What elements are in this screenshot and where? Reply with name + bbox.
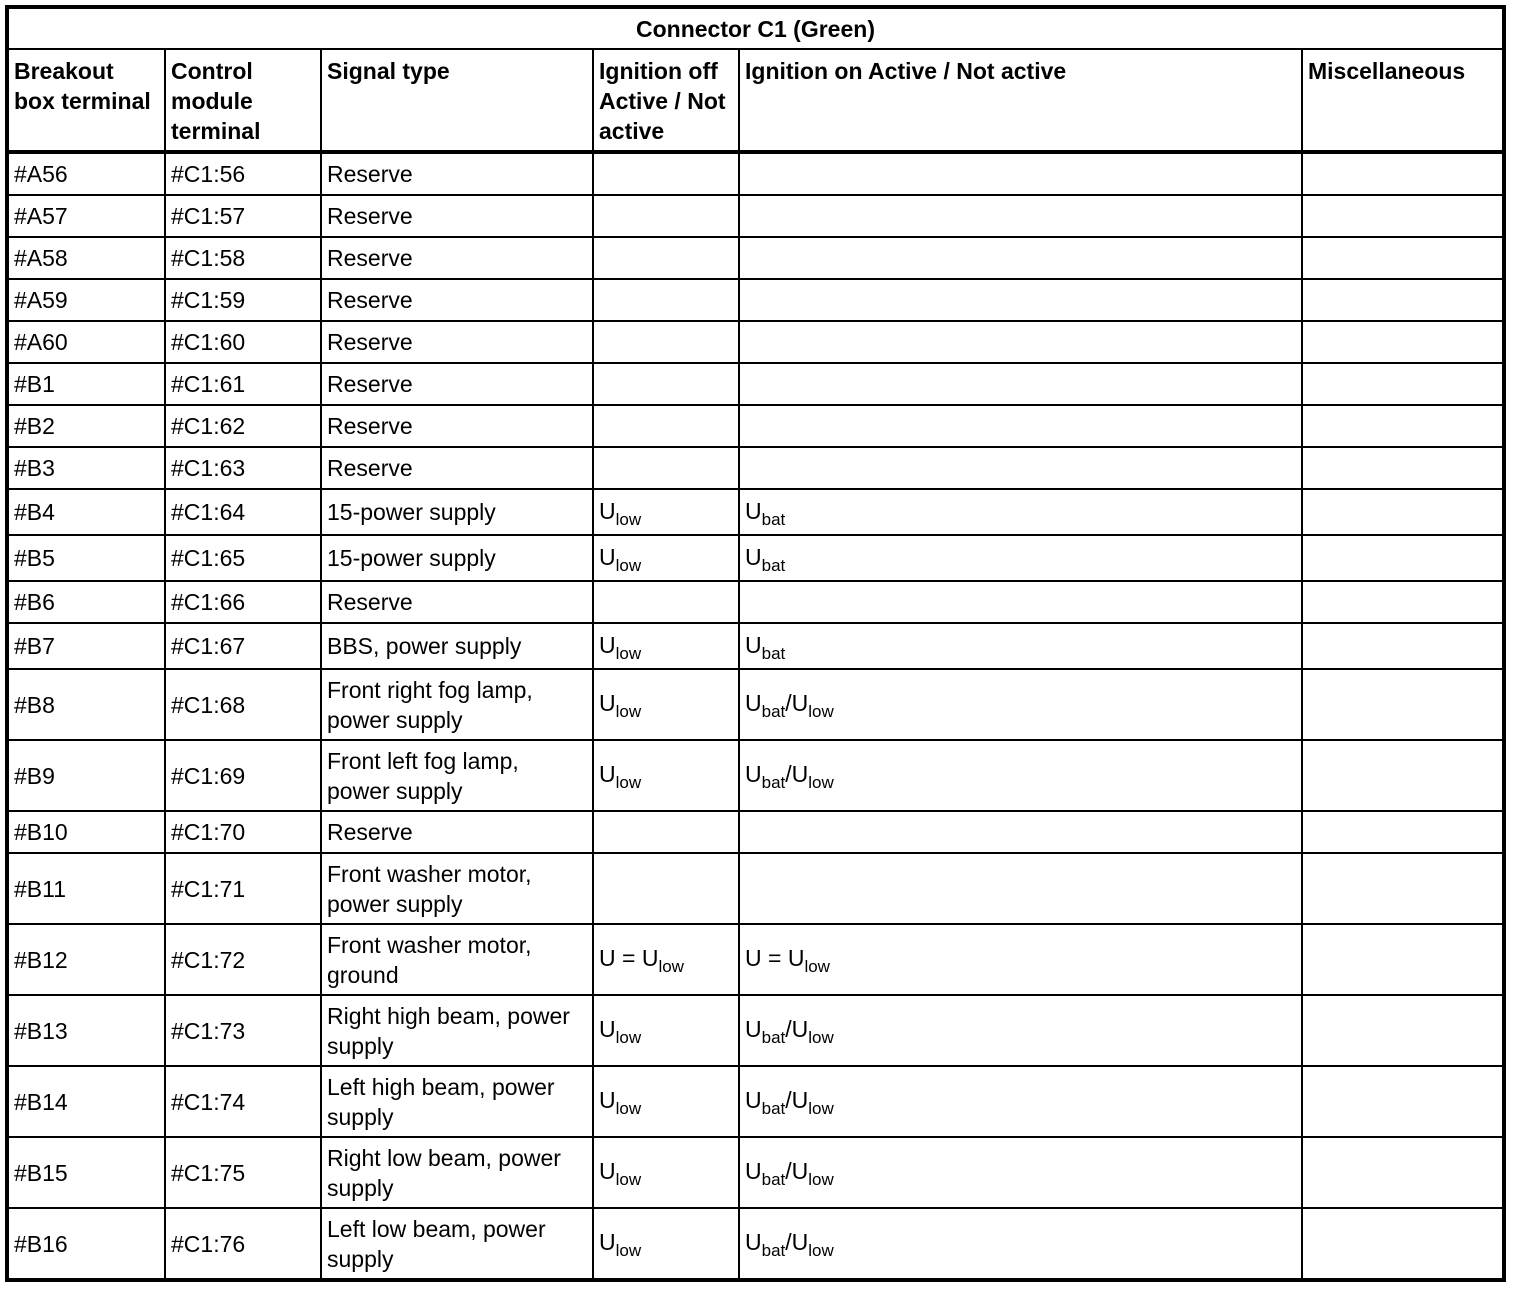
cell-miscellaneous bbox=[1302, 321, 1504, 363]
cell-miscellaneous bbox=[1302, 447, 1504, 489]
cell-breakout-terminal: #B7 bbox=[7, 623, 165, 669]
voltage-value: $U_{low}$ bbox=[599, 761, 642, 792]
voltage-subscript: bat bbox=[761, 1028, 786, 1047]
voltage-subscript: low bbox=[615, 1099, 642, 1118]
cell-ignition-on bbox=[739, 363, 1302, 405]
voltage-subscript: low bbox=[808, 1099, 834, 1118]
cell-breakout-terminal: #A60 bbox=[7, 321, 165, 363]
cell-ignition-on bbox=[739, 811, 1302, 853]
table-row bbox=[7, 279, 1504, 321]
header-signal-type: Signal type bbox=[321, 49, 593, 152]
voltage-value: $U_{bat}/U_{low}$ bbox=[745, 690, 834, 721]
cell-control-terminal: #C1:60 bbox=[165, 321, 321, 363]
header-miscellaneous: Miscellaneous bbox=[1302, 49, 1504, 152]
cell-breakout-terminal: #B10 bbox=[7, 811, 165, 853]
cell-miscellaneous bbox=[1302, 1066, 1504, 1137]
cell-ignition-off bbox=[593, 363, 739, 405]
cell-ignition-on bbox=[739, 237, 1302, 279]
cell-signal-type: Front washer motor, ground bbox=[321, 924, 593, 995]
voltage-subscript: low bbox=[808, 1241, 834, 1260]
cell-ignition-off bbox=[593, 152, 739, 195]
voltage-value: $U = U_{low}$ bbox=[745, 945, 830, 976]
cell-ignition-on bbox=[739, 279, 1302, 321]
cell-breakout-terminal: #B9 bbox=[7, 740, 165, 811]
connector-table bbox=[5, 5, 1506, 1282]
cell-ignition-on bbox=[739, 581, 1302, 623]
table-title: Connector C1 (Green) bbox=[7, 7, 1504, 49]
cell-miscellaneous bbox=[1302, 853, 1504, 924]
cell-control-terminal: #C1:71 bbox=[165, 853, 321, 924]
cell-control-terminal: #C1:68 bbox=[165, 669, 321, 740]
cell-ignition-off bbox=[593, 1208, 739, 1280]
cell-ignition-off bbox=[593, 1066, 739, 1137]
cell-breakout-terminal: #B16 bbox=[7, 1208, 165, 1280]
cell-ignition-on bbox=[739, 623, 1302, 669]
cell-miscellaneous bbox=[1302, 363, 1504, 405]
voltage-subscript: low bbox=[808, 1028, 834, 1047]
cell-breakout-terminal: #B5 bbox=[7, 535, 165, 581]
cell-miscellaneous bbox=[1302, 924, 1504, 995]
table-row bbox=[7, 195, 1504, 237]
voltage-value: $U_{low}$ bbox=[599, 1087, 642, 1118]
cell-control-terminal: #C1:61 bbox=[165, 363, 321, 405]
cell-ignition-on bbox=[739, 447, 1302, 489]
cell-breakout-terminal: #A57 bbox=[7, 195, 165, 237]
cell-ignition-on bbox=[739, 1208, 1302, 1280]
cell-breakout-terminal: #A59 bbox=[7, 279, 165, 321]
cell-breakout-terminal: #A58 bbox=[7, 237, 165, 279]
cell-breakout-terminal: #B4 bbox=[7, 489, 165, 535]
cell-breakout-terminal: #B14 bbox=[7, 1066, 165, 1137]
cell-signal-type: Reserve bbox=[321, 321, 593, 363]
cell-miscellaneous bbox=[1302, 581, 1504, 623]
cell-ignition-off bbox=[593, 581, 739, 623]
header-control-module-terminal: Control module terminal bbox=[165, 49, 321, 152]
cell-ignition-on bbox=[739, 924, 1302, 995]
cell-signal-type: Reserve bbox=[321, 581, 593, 623]
cell-ignition-on bbox=[739, 853, 1302, 924]
cell-signal-type: Reserve bbox=[321, 811, 593, 853]
cell-control-terminal: #C1:66 bbox=[165, 581, 321, 623]
cell-control-terminal: #C1:70 bbox=[165, 811, 321, 853]
cell-signal-type: Reserve bbox=[321, 447, 593, 489]
header-ignition-off: Ignition off Active / Not active bbox=[593, 49, 739, 152]
cell-control-terminal: #C1:64 bbox=[165, 489, 321, 535]
cell-breakout-terminal: #B3 bbox=[7, 447, 165, 489]
voltage-value: $U = U_{low}$ bbox=[599, 945, 684, 976]
table-row bbox=[7, 405, 1504, 447]
voltage-subscript: bat bbox=[761, 1241, 786, 1260]
voltage-value: $U_{bat}$ bbox=[745, 497, 786, 529]
voltage-value: $U_{bat}/U_{low}$ bbox=[745, 1158, 834, 1189]
cell-ignition-off bbox=[593, 489, 739, 535]
table-row bbox=[7, 581, 1504, 623]
cell-signal-type: Front washer motor, power supply bbox=[321, 853, 593, 924]
cell-control-terminal: #C1:75 bbox=[165, 1137, 321, 1208]
voltage-subscript: bat bbox=[761, 509, 786, 529]
cell-ignition-on bbox=[739, 1137, 1302, 1208]
cell-miscellaneous bbox=[1302, 405, 1504, 447]
cell-signal-type: BBS, power supply bbox=[321, 623, 593, 669]
cell-miscellaneous bbox=[1302, 995, 1504, 1066]
cell-control-terminal: #C1:72 bbox=[165, 924, 321, 995]
voltage-value: $U_{low}$ bbox=[599, 1229, 642, 1260]
cell-signal-type: Reserve bbox=[321, 237, 593, 279]
voltage-subscript: low bbox=[615, 1028, 642, 1047]
cell-miscellaneous bbox=[1302, 152, 1504, 195]
cell-control-terminal: #C1:69 bbox=[165, 740, 321, 811]
cell-ignition-on bbox=[739, 740, 1302, 811]
cell-ignition-on bbox=[739, 405, 1302, 447]
voltage-value: $U_{low}$ bbox=[599, 631, 642, 663]
voltage-subscript: low bbox=[615, 1170, 642, 1189]
cell-control-terminal: #C1:63 bbox=[165, 447, 321, 489]
voltage-value: $U_{low}$ bbox=[599, 1158, 642, 1189]
voltage-subscript: bat bbox=[761, 555, 786, 575]
cell-miscellaneous bbox=[1302, 237, 1504, 279]
cell-control-terminal: #C1:74 bbox=[165, 1066, 321, 1137]
cell-miscellaneous bbox=[1302, 669, 1504, 740]
cell-breakout-terminal: #B11 bbox=[7, 853, 165, 924]
voltage-value: $U_{bat}/U_{low}$ bbox=[745, 1016, 834, 1047]
voltage-value: $U_{bat}/U_{low}$ bbox=[745, 1229, 834, 1260]
voltage-subscript: bat bbox=[761, 643, 786, 663]
cell-miscellaneous bbox=[1302, 623, 1504, 669]
voltage-value: $U_{low}$ bbox=[599, 690, 642, 721]
cell-breakout-terminal: #B12 bbox=[7, 924, 165, 995]
cell-ignition-off bbox=[593, 447, 739, 489]
table-row bbox=[7, 237, 1504, 279]
cell-breakout-terminal: #B1 bbox=[7, 363, 165, 405]
cell-breakout-terminal: #B8 bbox=[7, 669, 165, 740]
voltage-subscript: low bbox=[615, 1241, 642, 1260]
cell-signal-type: Reserve bbox=[321, 152, 593, 195]
cell-ignition-off bbox=[593, 279, 739, 321]
voltage-value: $U_{bat}/U_{low}$ bbox=[745, 761, 834, 792]
cell-miscellaneous bbox=[1302, 1137, 1504, 1208]
cell-ignition-off bbox=[593, 535, 739, 581]
voltage-subscript: low bbox=[804, 957, 830, 976]
table-row bbox=[7, 489, 1504, 535]
cell-ignition-off bbox=[593, 405, 739, 447]
voltage-subscript: low bbox=[808, 702, 834, 721]
cell-signal-type: Reserve bbox=[321, 405, 593, 447]
cell-signal-type: Right high beam, power supply bbox=[321, 995, 593, 1066]
voltage-subscript: bat bbox=[761, 1170, 786, 1189]
cell-control-terminal: #C1:57 bbox=[165, 195, 321, 237]
cell-signal-type: Front left fog lamp, power supply bbox=[321, 740, 593, 811]
voltage-subscript: low bbox=[808, 1170, 834, 1189]
cell-signal-type: Right low beam, power supply bbox=[321, 1137, 593, 1208]
cell-ignition-off bbox=[593, 995, 739, 1066]
voltage-subscript: bat bbox=[761, 773, 786, 792]
voltage-value: $U_{low}$ bbox=[599, 497, 642, 529]
cell-ignition-on bbox=[739, 669, 1302, 740]
cell-signal-type: Reserve bbox=[321, 195, 593, 237]
cell-signal-type: Reserve bbox=[321, 279, 593, 321]
cell-breakout-terminal: #B2 bbox=[7, 405, 165, 447]
cell-miscellaneous bbox=[1302, 811, 1504, 853]
cell-ignition-on bbox=[739, 195, 1302, 237]
cell-miscellaneous bbox=[1302, 740, 1504, 811]
voltage-subscript: low bbox=[658, 957, 684, 976]
cell-ignition-on bbox=[739, 489, 1302, 535]
voltage-subscript: low bbox=[615, 555, 642, 575]
cell-breakout-terminal: #B15 bbox=[7, 1137, 165, 1208]
voltage-value: $U_{bat}$ bbox=[745, 543, 786, 575]
cell-ignition-off bbox=[593, 1137, 739, 1208]
voltage-value: $U_{low}$ bbox=[599, 1016, 642, 1047]
cell-ignition-off bbox=[593, 811, 739, 853]
cell-signal-type: 15-power supply bbox=[321, 535, 593, 581]
voltage-subscript: low bbox=[615, 702, 642, 721]
header-ignition-on: Ignition on Active / Not active bbox=[739, 49, 1302, 152]
cell-signal-type: Left low beam, power supply bbox=[321, 1208, 593, 1280]
cell-ignition-off bbox=[593, 237, 739, 279]
table-row bbox=[7, 853, 1504, 924]
cell-control-terminal: #C1:62 bbox=[165, 405, 321, 447]
cell-miscellaneous bbox=[1302, 489, 1504, 535]
cell-breakout-terminal: #A56 bbox=[7, 152, 165, 195]
cell-signal-type: Reserve bbox=[321, 363, 593, 405]
cell-miscellaneous bbox=[1302, 535, 1504, 581]
cell-ignition-off bbox=[593, 669, 739, 740]
table-row bbox=[7, 811, 1504, 853]
table-row bbox=[7, 924, 1504, 995]
header-breakout-box-terminal: Breakout box terminal bbox=[7, 49, 165, 152]
voltage-subscript: low bbox=[808, 773, 834, 792]
table-row bbox=[7, 623, 1504, 669]
table-row bbox=[7, 740, 1504, 811]
cell-miscellaneous bbox=[1302, 279, 1504, 321]
cell-ignition-on bbox=[739, 152, 1302, 195]
table-row bbox=[7, 363, 1504, 405]
table-row bbox=[7, 535, 1504, 581]
cell-control-terminal: #C1:76 bbox=[165, 1208, 321, 1280]
cell-signal-type: 15-power supply bbox=[321, 489, 593, 535]
cell-ignition-on bbox=[739, 535, 1302, 581]
cell-ignition-off bbox=[593, 853, 739, 924]
voltage-subscript: low bbox=[615, 643, 642, 663]
cell-control-terminal: #C1:73 bbox=[165, 995, 321, 1066]
table-row bbox=[7, 1066, 1504, 1137]
cell-signal-type: Left high beam, power supply bbox=[321, 1066, 593, 1137]
table-body bbox=[7, 152, 1504, 1280]
voltage-subscript: low bbox=[615, 509, 642, 529]
cell-ignition-off bbox=[593, 623, 739, 669]
cell-ignition-off bbox=[593, 740, 739, 811]
cell-breakout-terminal: #B13 bbox=[7, 995, 165, 1066]
cell-breakout-terminal: #B6 bbox=[7, 581, 165, 623]
voltage-subscript: bat bbox=[761, 1099, 786, 1118]
table-row bbox=[7, 995, 1504, 1066]
cell-control-terminal: #C1:65 bbox=[165, 535, 321, 581]
cell-ignition-off bbox=[593, 924, 739, 995]
voltage-value: $U_{bat}$ bbox=[745, 631, 786, 663]
cell-control-terminal: #C1:56 bbox=[165, 152, 321, 195]
cell-ignition-off bbox=[593, 195, 739, 237]
cell-control-terminal: #C1:59 bbox=[165, 279, 321, 321]
cell-ignition-on bbox=[739, 1066, 1302, 1137]
table-row bbox=[7, 669, 1504, 740]
voltage-value: $U_{bat}/U_{low}$ bbox=[745, 1087, 834, 1118]
voltage-subscript: low bbox=[615, 773, 642, 792]
cell-ignition-off bbox=[593, 321, 739, 363]
voltage-subscript: bat bbox=[761, 702, 786, 721]
cell-miscellaneous bbox=[1302, 1208, 1504, 1280]
cell-ignition-on bbox=[739, 321, 1302, 363]
table-row bbox=[7, 447, 1504, 489]
table-row bbox=[7, 1208, 1504, 1280]
table-row bbox=[7, 1137, 1504, 1208]
table-row bbox=[7, 321, 1504, 363]
cell-signal-type: Front right fog lamp, power supply bbox=[321, 669, 593, 740]
cell-control-terminal: #C1:58 bbox=[165, 237, 321, 279]
cell-control-terminal: #C1:67 bbox=[165, 623, 321, 669]
table-row bbox=[7, 152, 1504, 195]
cell-ignition-on bbox=[739, 995, 1302, 1066]
cell-miscellaneous bbox=[1302, 195, 1504, 237]
voltage-value: $U_{low}$ bbox=[599, 543, 642, 575]
